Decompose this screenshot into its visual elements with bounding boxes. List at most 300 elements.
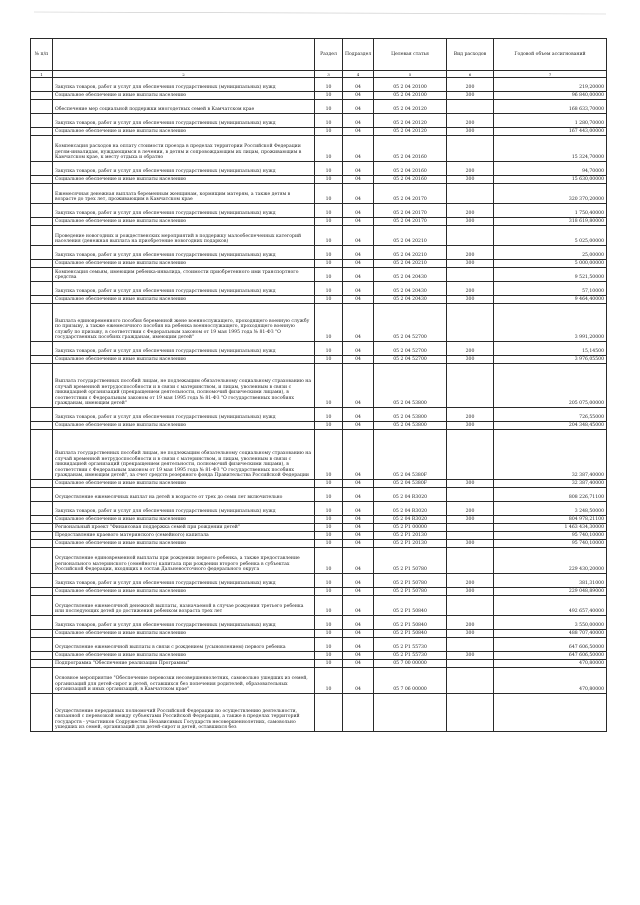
cell-sum: 9 464,40000 xyxy=(494,296,607,304)
cell-rz: 10 xyxy=(315,502,343,516)
table-row xyxy=(31,342,607,356)
cell-vr: 300 xyxy=(447,128,494,136)
table-row xyxy=(31,548,607,574)
cell-rz: 10 xyxy=(315,296,343,304)
cell-vr xyxy=(447,694,494,732)
cell-name: Социальное обеспечение и иные выплаты населению xyxy=(53,630,315,638)
cell-num xyxy=(31,524,53,532)
cell-vr: 200 xyxy=(447,342,494,356)
cell-num xyxy=(31,574,53,588)
table-row xyxy=(31,480,607,488)
cell-vr: 300 xyxy=(447,422,494,430)
cell-vr: 200 xyxy=(447,162,494,176)
cell-rz: 10 xyxy=(315,100,343,114)
header-num: № п/п xyxy=(31,39,53,71)
cell-sum: 470,80000 xyxy=(494,668,607,694)
cell-cs: 05 2 04 20430 xyxy=(374,268,447,282)
cell-sum: 205 075,00000 xyxy=(494,364,607,408)
cell-rz: 10 xyxy=(315,184,343,204)
cell-name: Социальное обеспечение и иные выплаты населению xyxy=(53,588,315,596)
cell-sum: 5 025,00000 xyxy=(494,226,607,246)
cell-name: Социальное обеспечение и иные выплаты населению xyxy=(53,540,315,548)
table-row xyxy=(31,588,607,596)
cell-cs: 05 2 04 20160 xyxy=(374,162,447,176)
cell-rz: 10 xyxy=(315,660,343,668)
table-row xyxy=(31,502,607,516)
cell-sum: 15 630,00000 xyxy=(494,176,607,184)
table-row xyxy=(31,694,607,732)
cell-num xyxy=(31,694,53,732)
column-number: 2 xyxy=(53,71,315,78)
cell-pr: 04 xyxy=(343,226,374,246)
cell-sum: 9 521,50000 xyxy=(494,268,607,282)
cell-rz: 10 xyxy=(315,652,343,660)
cell-cs: 05 2 04 20120 xyxy=(374,100,447,114)
cell-name: Основное мероприятие "Обеспечение перевозки несовершеннолетних, самовольно ушедших из семей, организаций для детей-сирот и детей, оставшихся без попечения родителей, образовательных организаций и иных организаций, в Камчатском крае" xyxy=(53,668,315,694)
cell-num xyxy=(31,488,53,502)
table-row xyxy=(31,524,607,532)
cell-pr: 04 xyxy=(343,176,374,184)
table-row xyxy=(31,246,607,260)
header-name xyxy=(53,39,315,71)
table-row xyxy=(31,356,607,364)
cell-name: Ежемесячная денежная выплата беременным женщинам, кормящим матерям, а также детям в возрасте до трех лет, проживающим в Камчатском крае xyxy=(53,184,315,204)
table-row xyxy=(31,668,607,694)
cell-vr: 300 xyxy=(447,260,494,268)
cell-sum: 3 550,00000 xyxy=(494,616,607,630)
cell-sum: 229 430,20000 xyxy=(494,548,607,574)
cell-cs: 05 2 04 R3020 xyxy=(374,488,447,502)
cell-vr xyxy=(447,668,494,694)
cell-cs: 05 2 P1 20130 xyxy=(374,540,447,548)
cell-name: Социальное обеспечение и иные выплаты населению xyxy=(53,296,315,304)
cell-pr: 04 xyxy=(343,218,374,226)
header-annual-amount: Годовой объем ассигнований xyxy=(494,39,607,71)
table-row xyxy=(31,652,607,660)
cell-num xyxy=(31,630,53,638)
cell-rz: 10 xyxy=(315,268,343,282)
cell-rz: 10 xyxy=(315,92,343,100)
cell-cs: 05 2 04 R3020 xyxy=(374,502,447,516)
cell-cs: 05 2 P1 50780 xyxy=(374,574,447,588)
table-row xyxy=(31,638,607,652)
cell-rz: 10 xyxy=(315,226,343,246)
cell-cs: 05 2 P1 50840 xyxy=(374,616,447,630)
cell-name: Закупка товаров, работ и услуг для обеспечения государственных (муниципальных) нужд xyxy=(53,574,315,588)
table-header-row xyxy=(31,39,607,71)
cell-rz xyxy=(315,694,343,732)
cell-sum: 1 463 434,30000 xyxy=(494,524,607,532)
cell-rz: 10 xyxy=(315,260,343,268)
cell-num xyxy=(31,296,53,304)
cell-vr xyxy=(447,548,494,574)
header-target-article: Целевая статья xyxy=(374,39,447,71)
budget-table xyxy=(30,38,607,732)
cell-name: Социальное обеспечение и иные выплаты населению xyxy=(53,92,315,100)
cell-num xyxy=(31,430,53,480)
cell-rz: 10 xyxy=(315,204,343,218)
cell-sum: 57,10000 xyxy=(494,282,607,296)
cell-cs: 05 2 P1 55730 xyxy=(374,652,447,660)
cell-vr: 300 xyxy=(447,176,494,184)
cell-vr xyxy=(447,304,494,342)
cell-num xyxy=(31,532,53,540)
cell-num xyxy=(31,92,53,100)
cell-name: Осуществление единовременной выплаты при рождении первого ребенка, а также предоставление регионального материнского (семейного) капитала при рождении второго ребенка в субъектах Российской Федерации, входящих в состав Дальневосточного федерального округа xyxy=(53,548,315,574)
cell-sum: 15 324,70000 xyxy=(494,136,607,162)
cell-cs xyxy=(374,694,447,732)
table-row xyxy=(31,100,607,114)
cell-sum: 808 226,71100 xyxy=(494,488,607,502)
table-row xyxy=(31,422,607,430)
cell-name: Закупка товаров, работ и услуг для обеспечения государственных (муниципальных) нужд xyxy=(53,114,315,128)
cell-pr: 04 xyxy=(343,282,374,296)
table-body xyxy=(31,78,607,732)
cell-name: Осуществление ежемесячной денежной выплаты, назначаемой в случае рождения третьего ребенка или последующих детей до достижения ребенком возраста трех лет xyxy=(53,596,315,616)
cell-name: Осуществление ежемесячной выплаты в связи с рождением (усыновлением) первого ребенка xyxy=(53,638,315,652)
column-number: 7 xyxy=(494,71,607,78)
cell-cs: 05 2 04 53800 xyxy=(374,364,447,408)
cell-rz: 10 xyxy=(315,488,343,502)
table-row xyxy=(31,660,607,668)
table-row xyxy=(31,226,607,246)
cell-cs: 05 2 P1 50780 xyxy=(374,588,447,596)
table-row xyxy=(31,282,607,296)
cell-sum: 229 048,89000 xyxy=(494,588,607,596)
cell-rz: 10 xyxy=(315,588,343,596)
cell-name: Закупка товаров, работ и услуг для обеспечения государственных (муниципальных) нужд xyxy=(53,246,315,260)
cell-num xyxy=(31,588,53,596)
cell-name: Выплата государственных пособий лицам, не подлежащим обязательному социальному страхованию на случай временной нетрудоспособности и в связи с материнством, и лицам, уволенным в связи с ликвидацией организаций (прекращением деятельности, полномочий физическими лицами), в соответствии с Федеральным законом от 19 мая 1995 года № 81-ФЗ "О государственных пособиях гражданам, имеющим детей" xyxy=(53,364,315,408)
cell-num xyxy=(31,282,53,296)
cell-num xyxy=(31,218,53,226)
cell-sum: 94,70000 xyxy=(494,162,607,176)
cell-name: Социальное обеспечение и иные выплаты населению xyxy=(53,652,315,660)
cell-vr: 300 xyxy=(447,218,494,226)
cell-num xyxy=(31,342,53,356)
cell-vr: 300 xyxy=(447,588,494,596)
cell-sum: 167 443,00000 xyxy=(494,128,607,136)
cell-pr: 04 xyxy=(343,660,374,668)
table-row xyxy=(31,616,607,630)
cell-rz: 10 xyxy=(315,422,343,430)
cell-cs: 05 7 00 00000 xyxy=(374,660,447,668)
cell-pr: 04 xyxy=(343,652,374,660)
cell-vr xyxy=(447,184,494,204)
column-number: 6 xyxy=(447,71,494,78)
cell-vr: 200 xyxy=(447,114,494,128)
cell-vr: 300 xyxy=(447,540,494,548)
table-row xyxy=(31,540,607,548)
cell-rz: 10 xyxy=(315,430,343,480)
cell-cs: 05 2 04 20170 xyxy=(374,184,447,204)
cell-name: Региональный проект "Финансовая поддержка семей при рождении детей" xyxy=(53,524,315,532)
cell-sum: 381,31000 xyxy=(494,574,607,588)
cell-cs: 05 2 P1 50780 xyxy=(374,548,447,574)
cell-name: Закупка товаров, работ и услуг для обеспечения государственных (муниципальных) нужд xyxy=(53,502,315,516)
cell-rz: 10 xyxy=(315,282,343,296)
cell-pr: 04 xyxy=(343,304,374,342)
cell-vr xyxy=(447,596,494,616)
cell-num xyxy=(31,364,53,408)
cell-vr: 200 xyxy=(447,282,494,296)
table-row xyxy=(31,114,607,128)
cell-name: Компенсация расходов на оплату стоимости проезда в пределах территории Российской Федерации детям-инвалидам, нуждающимся в лечении, в детям и сопровождающим их лицам, проживающим в Камчатском крае, к месту отдыха и обратно xyxy=(53,136,315,162)
table-row xyxy=(31,78,607,92)
table-row xyxy=(31,364,607,408)
cell-rz: 10 xyxy=(315,218,343,226)
cell-cs: 05 2 04 52700 xyxy=(374,342,447,356)
cell-cs: 05 2 04 20120 xyxy=(374,128,447,136)
cell-name: Социальное обеспечение и иные выплаты населению xyxy=(53,128,315,136)
cell-vr xyxy=(447,226,494,246)
cell-sum xyxy=(494,694,607,732)
cell-vr xyxy=(447,430,494,480)
cell-num xyxy=(31,408,53,422)
cell-rz: 10 xyxy=(315,638,343,652)
budget-table-sheet xyxy=(30,38,606,732)
cell-cs: 05 2 04 53800 xyxy=(374,422,447,430)
cell-rz: 10 xyxy=(315,342,343,356)
table-row xyxy=(31,136,607,162)
cell-name: Социальное обеспечение и иные выплаты населению xyxy=(53,260,315,268)
cell-vr: 200 xyxy=(447,408,494,422)
cell-rz: 10 xyxy=(315,574,343,588)
column-number: 1 xyxy=(31,71,53,78)
cell-vr: 300 xyxy=(447,652,494,660)
cell-pr: 04 xyxy=(343,430,374,480)
cell-cs: 05 2 04 20210 xyxy=(374,260,447,268)
cell-rz: 10 xyxy=(315,176,343,184)
cell-pr: 04 xyxy=(343,668,374,694)
cell-sum: 3 991,20000 xyxy=(494,304,607,342)
cell-vr xyxy=(447,488,494,502)
cell-name: Подпрограмма "Обеспечение реализации Программы" xyxy=(53,660,315,668)
cell-num xyxy=(31,652,53,660)
cell-vr xyxy=(447,524,494,532)
cell-num xyxy=(31,226,53,246)
cell-rz: 10 xyxy=(315,616,343,630)
cell-vr xyxy=(447,100,494,114)
cell-rz: 10 xyxy=(315,630,343,638)
cell-pr: 04 xyxy=(343,296,374,304)
cell-vr: 300 xyxy=(447,92,494,100)
cell-cs: 05 2 04 20170 xyxy=(374,204,447,218)
cell-cs: 05 2 04 5380F xyxy=(374,480,447,488)
cell-rz: 10 xyxy=(315,136,343,162)
cell-cs: 05 2 04 20120 xyxy=(374,114,447,128)
cell-pr: 04 xyxy=(343,540,374,548)
cell-num xyxy=(31,176,53,184)
cell-num xyxy=(31,114,53,128)
cell-cs: 05 2 04 20170 xyxy=(374,218,447,226)
cell-sum: 320 370,20000 xyxy=(494,184,607,204)
cell-sum: 95 740,10000 xyxy=(494,540,607,548)
cell-pr: 04 xyxy=(343,136,374,162)
cell-pr: 04 xyxy=(343,92,374,100)
cell-name: Проведение новогодних и рождественских мероприятий в поддержку малообеспеченных категорий населения (денежная выплата на приобретение новогодних подарков) xyxy=(53,226,315,246)
cell-name: Закупка товаров, работ и услуг для обеспечения государственных (муниципальных) нужд xyxy=(53,408,315,422)
table-row xyxy=(31,596,607,616)
cell-vr: 200 xyxy=(447,616,494,630)
cell-num xyxy=(31,660,53,668)
cell-rz: 10 xyxy=(315,524,343,532)
cell-rz: 10 xyxy=(315,78,343,92)
cell-sum: 488 707,40000 xyxy=(494,630,607,638)
table-row xyxy=(31,304,607,342)
table-row xyxy=(31,260,607,268)
cell-num xyxy=(31,304,53,342)
cell-num xyxy=(31,100,53,114)
cell-name: Социальное обеспечение и иные выплаты населению xyxy=(53,218,315,226)
cell-sum: 647 606,50000 xyxy=(494,638,607,652)
cell-pr: 04 xyxy=(343,588,374,596)
cell-cs: 05 2 04 20210 xyxy=(374,246,447,260)
cell-vr: 300 xyxy=(447,480,494,488)
cell-rz: 10 xyxy=(315,114,343,128)
cell-name: Осуществление ежемесячных выплат на детей в возрасте от трех до семи лет включительно xyxy=(53,488,315,502)
cell-vr: 300 xyxy=(447,296,494,304)
cell-cs: 05 2 04 R3020 xyxy=(374,516,447,524)
cell-pr: 04 xyxy=(343,638,374,652)
cell-cs: 05 2 P1 50840 xyxy=(374,596,447,616)
cell-sum: 3 976,05500 xyxy=(494,356,607,364)
cell-rz: 10 xyxy=(315,668,343,694)
cell-vr: 200 xyxy=(447,502,494,516)
cell-pr: 04 xyxy=(343,488,374,502)
cell-rz: 10 xyxy=(315,532,343,540)
cell-pr: 04 xyxy=(343,502,374,516)
cell-rz: 10 xyxy=(315,162,343,176)
cell-name: Выплата единовременного пособия беременной жене военнослужащего, проходящего военную службу по призыву, а также ежемесячного пособия на ребенка военнослужащего, проходящего военную службу по призыву, в соответствии с Федеральным законом от 19 мая 1995 года № 81-ФЗ "О государственных пособиях гражданам, имеющим детей" xyxy=(53,304,315,342)
cell-name: Осуществление переданных полномочий Российской Федерации по осуществлению деятельности, связанной с перевозкой между субъектами Российской Федерации, а также в пределах территорий государств - участников Содружества Независимых Государств несовершеннолетних, самовольно ушедших из семей, организаций для детей-сирот и детей, оставшихся без xyxy=(53,694,315,732)
cell-rz: 10 xyxy=(315,408,343,422)
cell-sum: 96 840,00000 xyxy=(494,92,607,100)
cell-sum: 15,14500 xyxy=(494,342,607,356)
cell-sum: 32 387,40000 xyxy=(494,430,607,480)
cell-pr: 04 xyxy=(343,184,374,204)
cell-pr: 04 xyxy=(343,516,374,524)
cell-vr xyxy=(447,660,494,668)
cell-sum: 32 387,40000 xyxy=(494,480,607,488)
table-row xyxy=(31,488,607,502)
cell-vr xyxy=(447,136,494,162)
cell-cs: 05 2 04 20210 xyxy=(374,226,447,246)
cell-vr xyxy=(447,532,494,540)
cell-num xyxy=(31,616,53,630)
cell-vr: 300 xyxy=(447,516,494,524)
cell-sum: 1 750,40000 xyxy=(494,204,607,218)
table-row xyxy=(31,630,607,638)
table-row xyxy=(31,430,607,480)
cell-sum: 1 280,70000 xyxy=(494,114,607,128)
cell-sum: 470,80000 xyxy=(494,660,607,668)
table-row xyxy=(31,296,607,304)
cell-cs: 05 2 P1 20130 xyxy=(374,532,447,540)
cell-pr: 04 xyxy=(343,548,374,574)
cell-pr: 04 xyxy=(343,356,374,364)
header-section: Раздел xyxy=(315,39,343,71)
cell-sum: 3 248,50000 xyxy=(494,502,607,516)
table-row xyxy=(31,204,607,218)
cell-name: Закупка товаров, работ и услуг для обеспечения государственных (муниципальных) нужд xyxy=(53,616,315,630)
cell-rz: 10 xyxy=(315,364,343,408)
cell-vr xyxy=(447,268,494,282)
cell-name: Социальное обеспечение и иные выплаты населению xyxy=(53,480,315,488)
cell-cs: 05 2 04 52700 xyxy=(374,356,447,364)
cell-sum: 204 348,45000 xyxy=(494,422,607,430)
cell-rz: 10 xyxy=(315,128,343,136)
cell-name: Обеспечение мер социальной поддержки многодетных семей в Камчатском крае xyxy=(53,100,315,114)
cell-rz: 10 xyxy=(315,304,343,342)
cell-sum: 647 606,50000 xyxy=(494,652,607,660)
cell-rz: 10 xyxy=(315,246,343,260)
table-row xyxy=(31,268,607,282)
cell-cs: 05 2 04 20100 xyxy=(374,78,447,92)
cell-name: Закупка товаров, работ и услуг для обеспечения государственных (муниципальных) нужд xyxy=(53,78,315,92)
cell-sum: 804 978,21100 xyxy=(494,516,607,524)
cell-num xyxy=(31,638,53,652)
column-number: 4 xyxy=(343,71,374,78)
cell-pr: 04 xyxy=(343,422,374,430)
cell-pr: 04 xyxy=(343,596,374,616)
cell-vr: 200 xyxy=(447,78,494,92)
cell-cs: 05 2 P1 55730 xyxy=(374,638,447,652)
cell-cs: 05 2 04 5380F xyxy=(374,430,447,480)
cell-pr: 04 xyxy=(343,574,374,588)
cell-pr: 04 xyxy=(343,78,374,92)
cell-pr: 04 xyxy=(343,480,374,488)
cell-vr: 200 xyxy=(447,574,494,588)
header-subsection: Подраздел xyxy=(343,39,374,71)
table-row xyxy=(31,408,607,422)
table-row xyxy=(31,128,607,136)
cell-cs: 05 2 P1 50840 xyxy=(374,630,447,638)
column-number-row xyxy=(31,71,607,78)
cell-rz: 10 xyxy=(315,540,343,548)
cell-name: Предоставление краевого материнского (семейного) капитала xyxy=(53,532,315,540)
cell-num xyxy=(31,136,53,162)
cell-name: Выплата государственных пособий лицам, не подлежащим обязательному социальному страхованию на случай временной нетрудоспособности и в связи с материнством, и лицам, уволенным в связи с ликвидацией организаций (прекращением деятельности, полномочий физическими лицами), в соответствии с Федеральным законом от 19 мая 1995 года № 81-ФЗ "О государственных пособиях гражданам, имеющим детей", за счет средств резервного фонда Правительства Российской Федерации xyxy=(53,430,315,480)
cell-sum: 5 000,00000 xyxy=(494,260,607,268)
cell-sum: 168 633,70000 xyxy=(494,100,607,114)
cell-num xyxy=(31,548,53,574)
cell-rz: 10 xyxy=(315,516,343,524)
cell-cs: 05 2 P1 00000 xyxy=(374,524,447,532)
cell-sum: 95 740,10000 xyxy=(494,532,607,540)
cell-cs: 05 2 04 20160 xyxy=(374,136,447,162)
cell-num xyxy=(31,128,53,136)
cell-rz: 10 xyxy=(315,596,343,616)
cell-pr: 04 xyxy=(343,260,374,268)
cell-pr: 04 xyxy=(343,162,374,176)
column-number: 5 xyxy=(374,71,447,78)
cell-cs: 05 2 04 20430 xyxy=(374,282,447,296)
cell-num xyxy=(31,260,53,268)
cell-cs: 05 2 04 20160 xyxy=(374,176,447,184)
cell-cs: 05 7 06 00000 xyxy=(374,668,447,694)
table-row xyxy=(31,218,607,226)
cell-num xyxy=(31,516,53,524)
cell-pr: 04 xyxy=(343,616,374,630)
cell-num xyxy=(31,78,53,92)
cell-rz: 10 xyxy=(315,480,343,488)
cell-num xyxy=(31,480,53,488)
cell-sum: 318 619,80000 xyxy=(494,218,607,226)
cell-num xyxy=(31,246,53,260)
cell-name: Закупка товаров, работ и услуг для обеспечения государственных (муниципальных) нужд xyxy=(53,342,315,356)
cell-sum: 25,00000 xyxy=(494,246,607,260)
